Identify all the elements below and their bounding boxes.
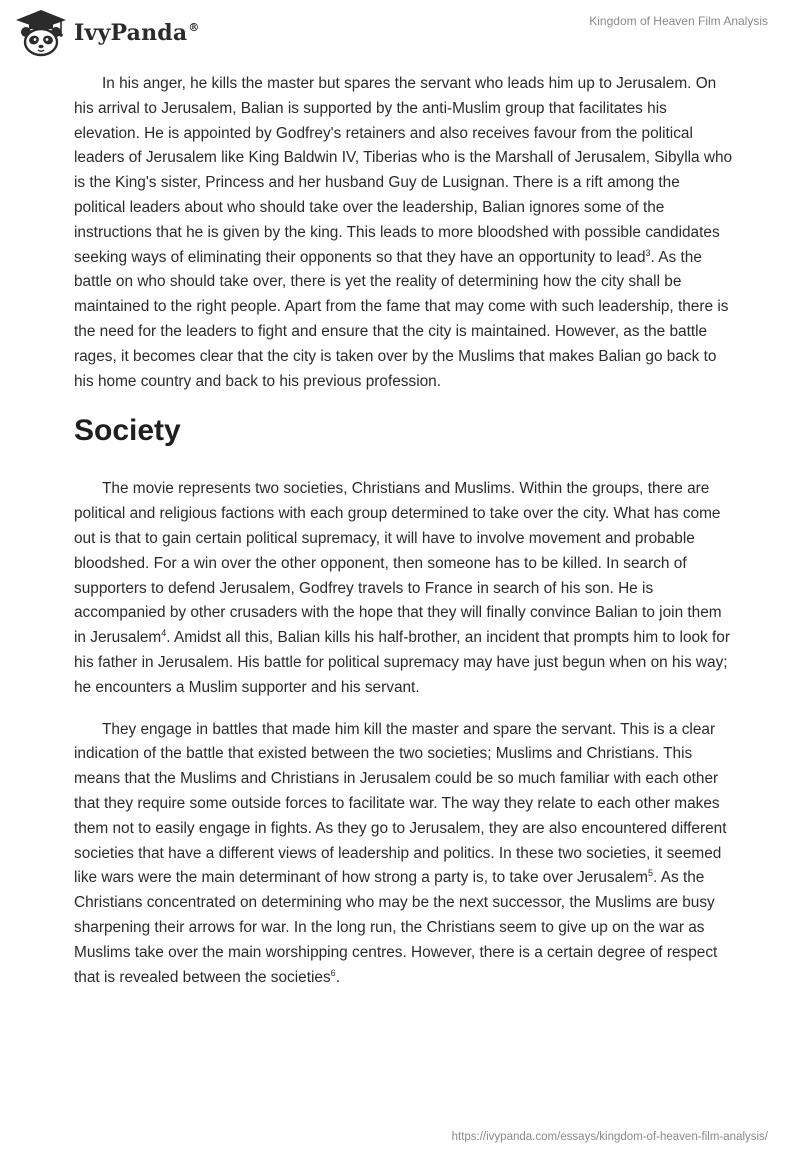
section-heading: Society [74, 414, 181, 448]
essay-body [74, 72, 734, 990]
footnote-ref[interactable]: 6 [330, 967, 336, 978]
source-url[interactable]: https://ivypanda.com/essays/kingdom-of-heaven-film-analysis/ [451, 1131, 768, 1143]
paragraph: In his anger, he kills the master but spares the servant who leads him up to Jerusalem. On his arrival to Jerusalem, Balian is supported by the anti-Muslim group that facilitates his elevation. He is appointed by Godfrey's retainers and also receives favour from the political leaders of Jerusalem like King Baldwin IV, Tiberias who is the Marshall of Jerusalem, Sibylla who is the King's sister, Princess and her husband Guy de Lusignan. There is a rift among the political leaders about who should take over the leadership, Balian ignores some of the instructions that he is given by the king. This leads to more bloodshed with possible candidates seeking ways of eliminating their opponents so that they have an opportunity to lead$^3$. As the battle on who should take over, there is yet the reality of determining how the city shall be maintained to the right people. Apart from the fame that may come with such leadership, there is the need for the leaders to fight and ensure that the city is maintained. However, as the battle rages, it becomes clear that the city is taken over by the Muslims that makes Balian go back to his home country and back to his previous profession. [74, 75, 733, 390]
panda-graduate-icon [14, 8, 68, 58]
brand-name: IvyPanda® [74, 20, 200, 46]
paragraph: The movie represents two societies, Christians and Muslims. Within the groups, there are political and religious factions with each group determined to take over the city. What has come out is that to gain certain political supremacy, it will have to involve movement and probable bloodshed. For a win over the other opponent, then someone has to be killed. In search of supporters to defend Jerusalem, Godfrey travels to France in search of his son. He is accompanied by other crusaders with the hope that they will finally convince Balian to join them in Jerusalem$^4$. Amidst all this, Balian kills his half-brother, an incident that prompts him to look for his father in Jerusalem. His battle for political supremacy may have just begun when on his way; he encounters a Muslim supporter and his servant. [74, 480, 730, 696]
paragraph: They engage in battles that made him kill the master and spare the servant. This is a clear indication of the battle that existed between the two societies; Muslims and Christians. This means that the Muslims and Christians in Jerusalem could be so much familiar with each other that they require some outside forces to facilitate war. The way they relate to each other makes them not to easily engage in fights. As they go to Jerusalem, they are also encountered different societies that have a different views of leadership and politics. In these two societies, it seemed like wars were the main determinant of how strong a party is, to take over Jerusalem$^5$. As the Christians concentrated on determining who may be the next successor, the Muslims are busy sharpening their arrows for war. In the long run, the Christians seem to give up on the war as Muslims take over the main worshipping centres. However, there is a certain degree of respect that is revealed between the societies$^6$. [74, 720, 727, 986]
brand-logo[interactable] [14, 8, 200, 58]
page-header [0, 0, 800, 64]
footnote-ref[interactable]: 3 [645, 247, 651, 258]
footnote-ref[interactable]: 4 [161, 628, 167, 639]
registered-mark: ® [188, 21, 200, 34]
footnote-ref[interactable]: 5 [648, 868, 654, 879]
document-title: Kingdom of Heaven Film Analysis [589, 14, 768, 28]
